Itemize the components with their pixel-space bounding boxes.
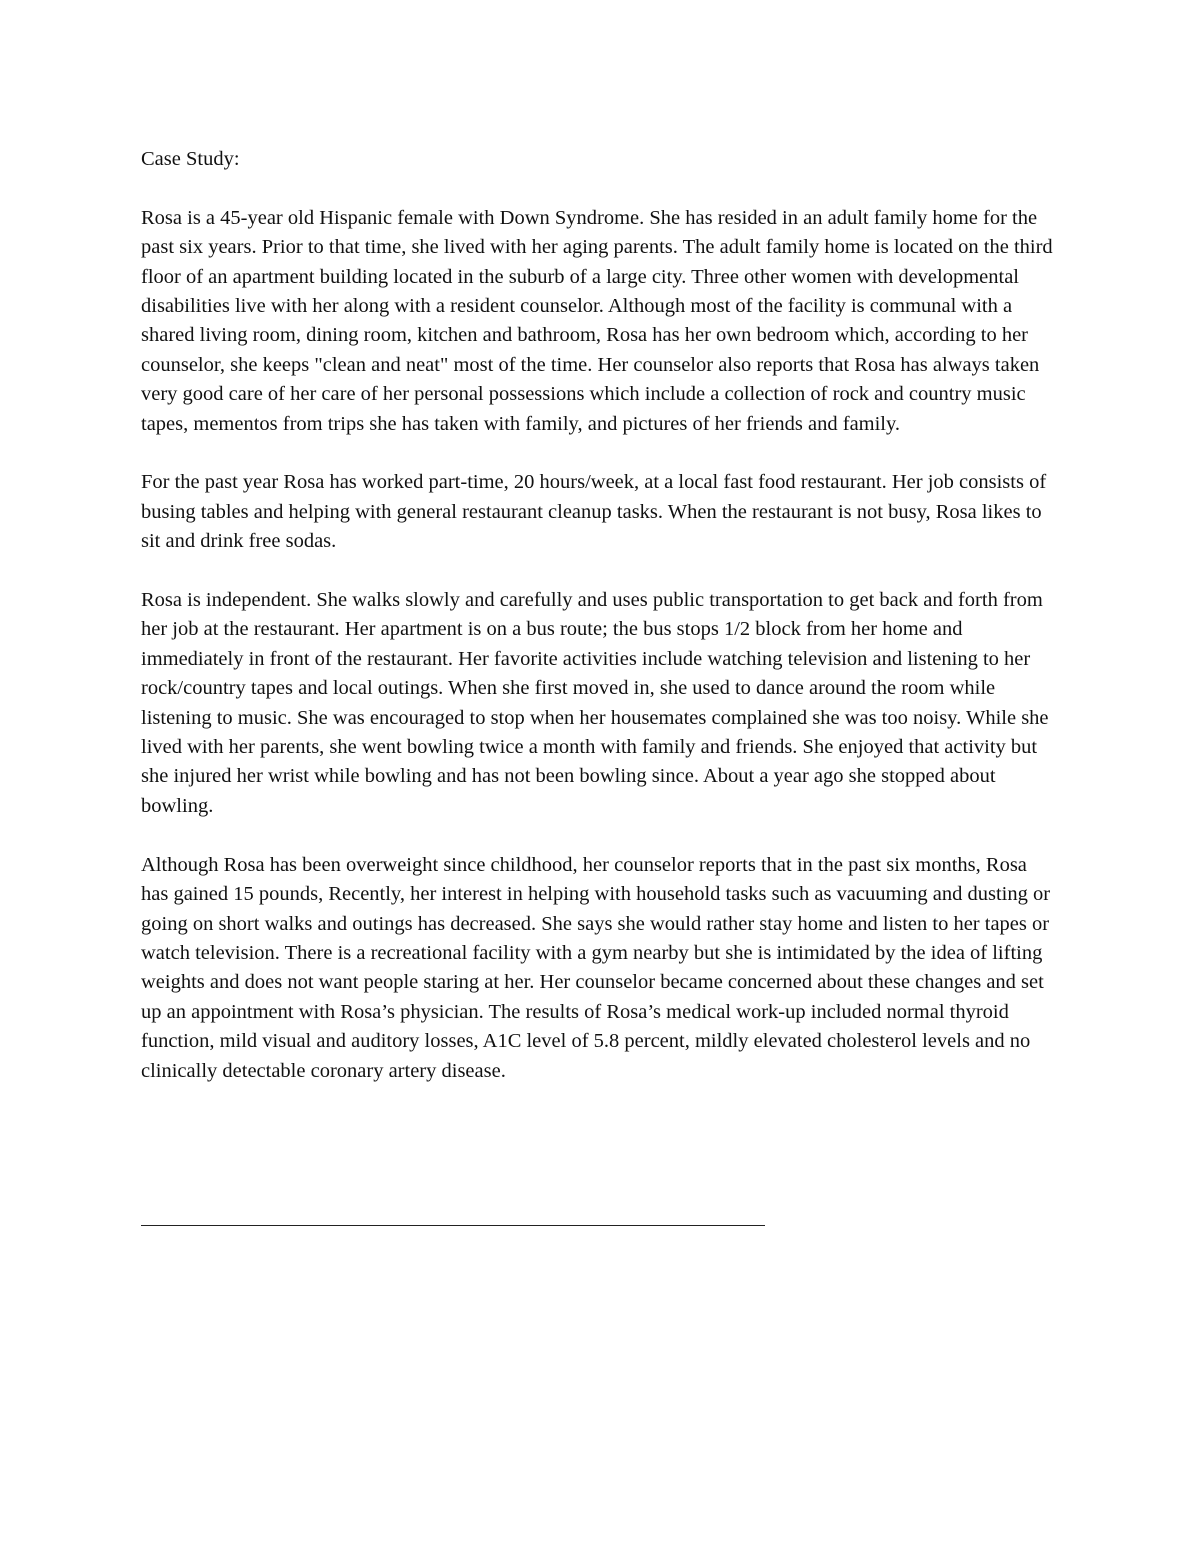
horizontal-rule bbox=[141, 1225, 765, 1226]
case-study-heading: Case Study: bbox=[141, 148, 240, 170]
paragraph-background: Rosa is a 45-year old Hispanic female with Down Syndrome. She has resided in an adult family home for the past six years. Prior to that time, she lived with her aging parents. The adult family home is located on the third floor of an apartment building located in the suburb of a large city. Three other women with developmental disabilities live with her along with a resident counselor. Although most of the facility is communal with a shared living room, dining room, kitchen and bathroom, Rosa has her own bedroom which, according to her counselor, she keeps "clean and neat" most of the time. Her counselor also reports that Rosa has always taken very good care of her care of her personal possessions which include a collection of rock and country music tapes, mementos from trips she has taken with family, and pictures of her friends and family. bbox=[141, 206, 1053, 435]
paragraph-independence: Rosa is independent. She walks slowly and carefully and uses public transportation to get back and forth from her job at the restaurant. Her apartment is on a bus route; the bus stops 1/2 block from her home and immediately in front of the restaurant. Her favorite activities include watching television and listening to her rock/country tapes and local outings. When she first moved in, she used to dance around the room while listening to music. She was encouraged to stop when her housemates complained she was too noisy. While she lived with her parents, she went bowling twice a month with family and friends. She enjoyed that activity but she injured her wrist while bowling and has not been bowling since. About a year ago she stopped about bowling. bbox=[141, 589, 1049, 817]
paragraph-employment: For the past year Rosa has worked part-time, 20 hours/week, at a local fast food restaurant. Her job consists of busing tables and helping with general restaurant cleanup tasks. When the restaurant is not busy, Rosa likes to sit and drink free sodas. bbox=[141, 471, 1047, 553]
paragraph-health: Although Rosa has been overweight since childhood, her counselor reports that in the past six months, Rosa has gained 15 pounds, Recently, her interest in helping with household tasks such as vacuuming and dusting or going on short walks and outings has decreased. She says she would rather stay home and listen to her tapes or watch television. There is a recreational facility with a gym nearby but she is intimidated by the idea of lifting weights and does not want people staring at her. Her counselor became concerned about these changes and set up an appointment with Rosa’s physician. The results of Rosa’s medical work-up included normal thyroid function, mild visual and auditory losses, A1C level of 5.8 percent, mildly elevated cholesterol levels and no clinically detectable coronary artery disease. bbox=[141, 853, 1051, 1082]
document-body bbox=[141, 145, 1059, 1115]
